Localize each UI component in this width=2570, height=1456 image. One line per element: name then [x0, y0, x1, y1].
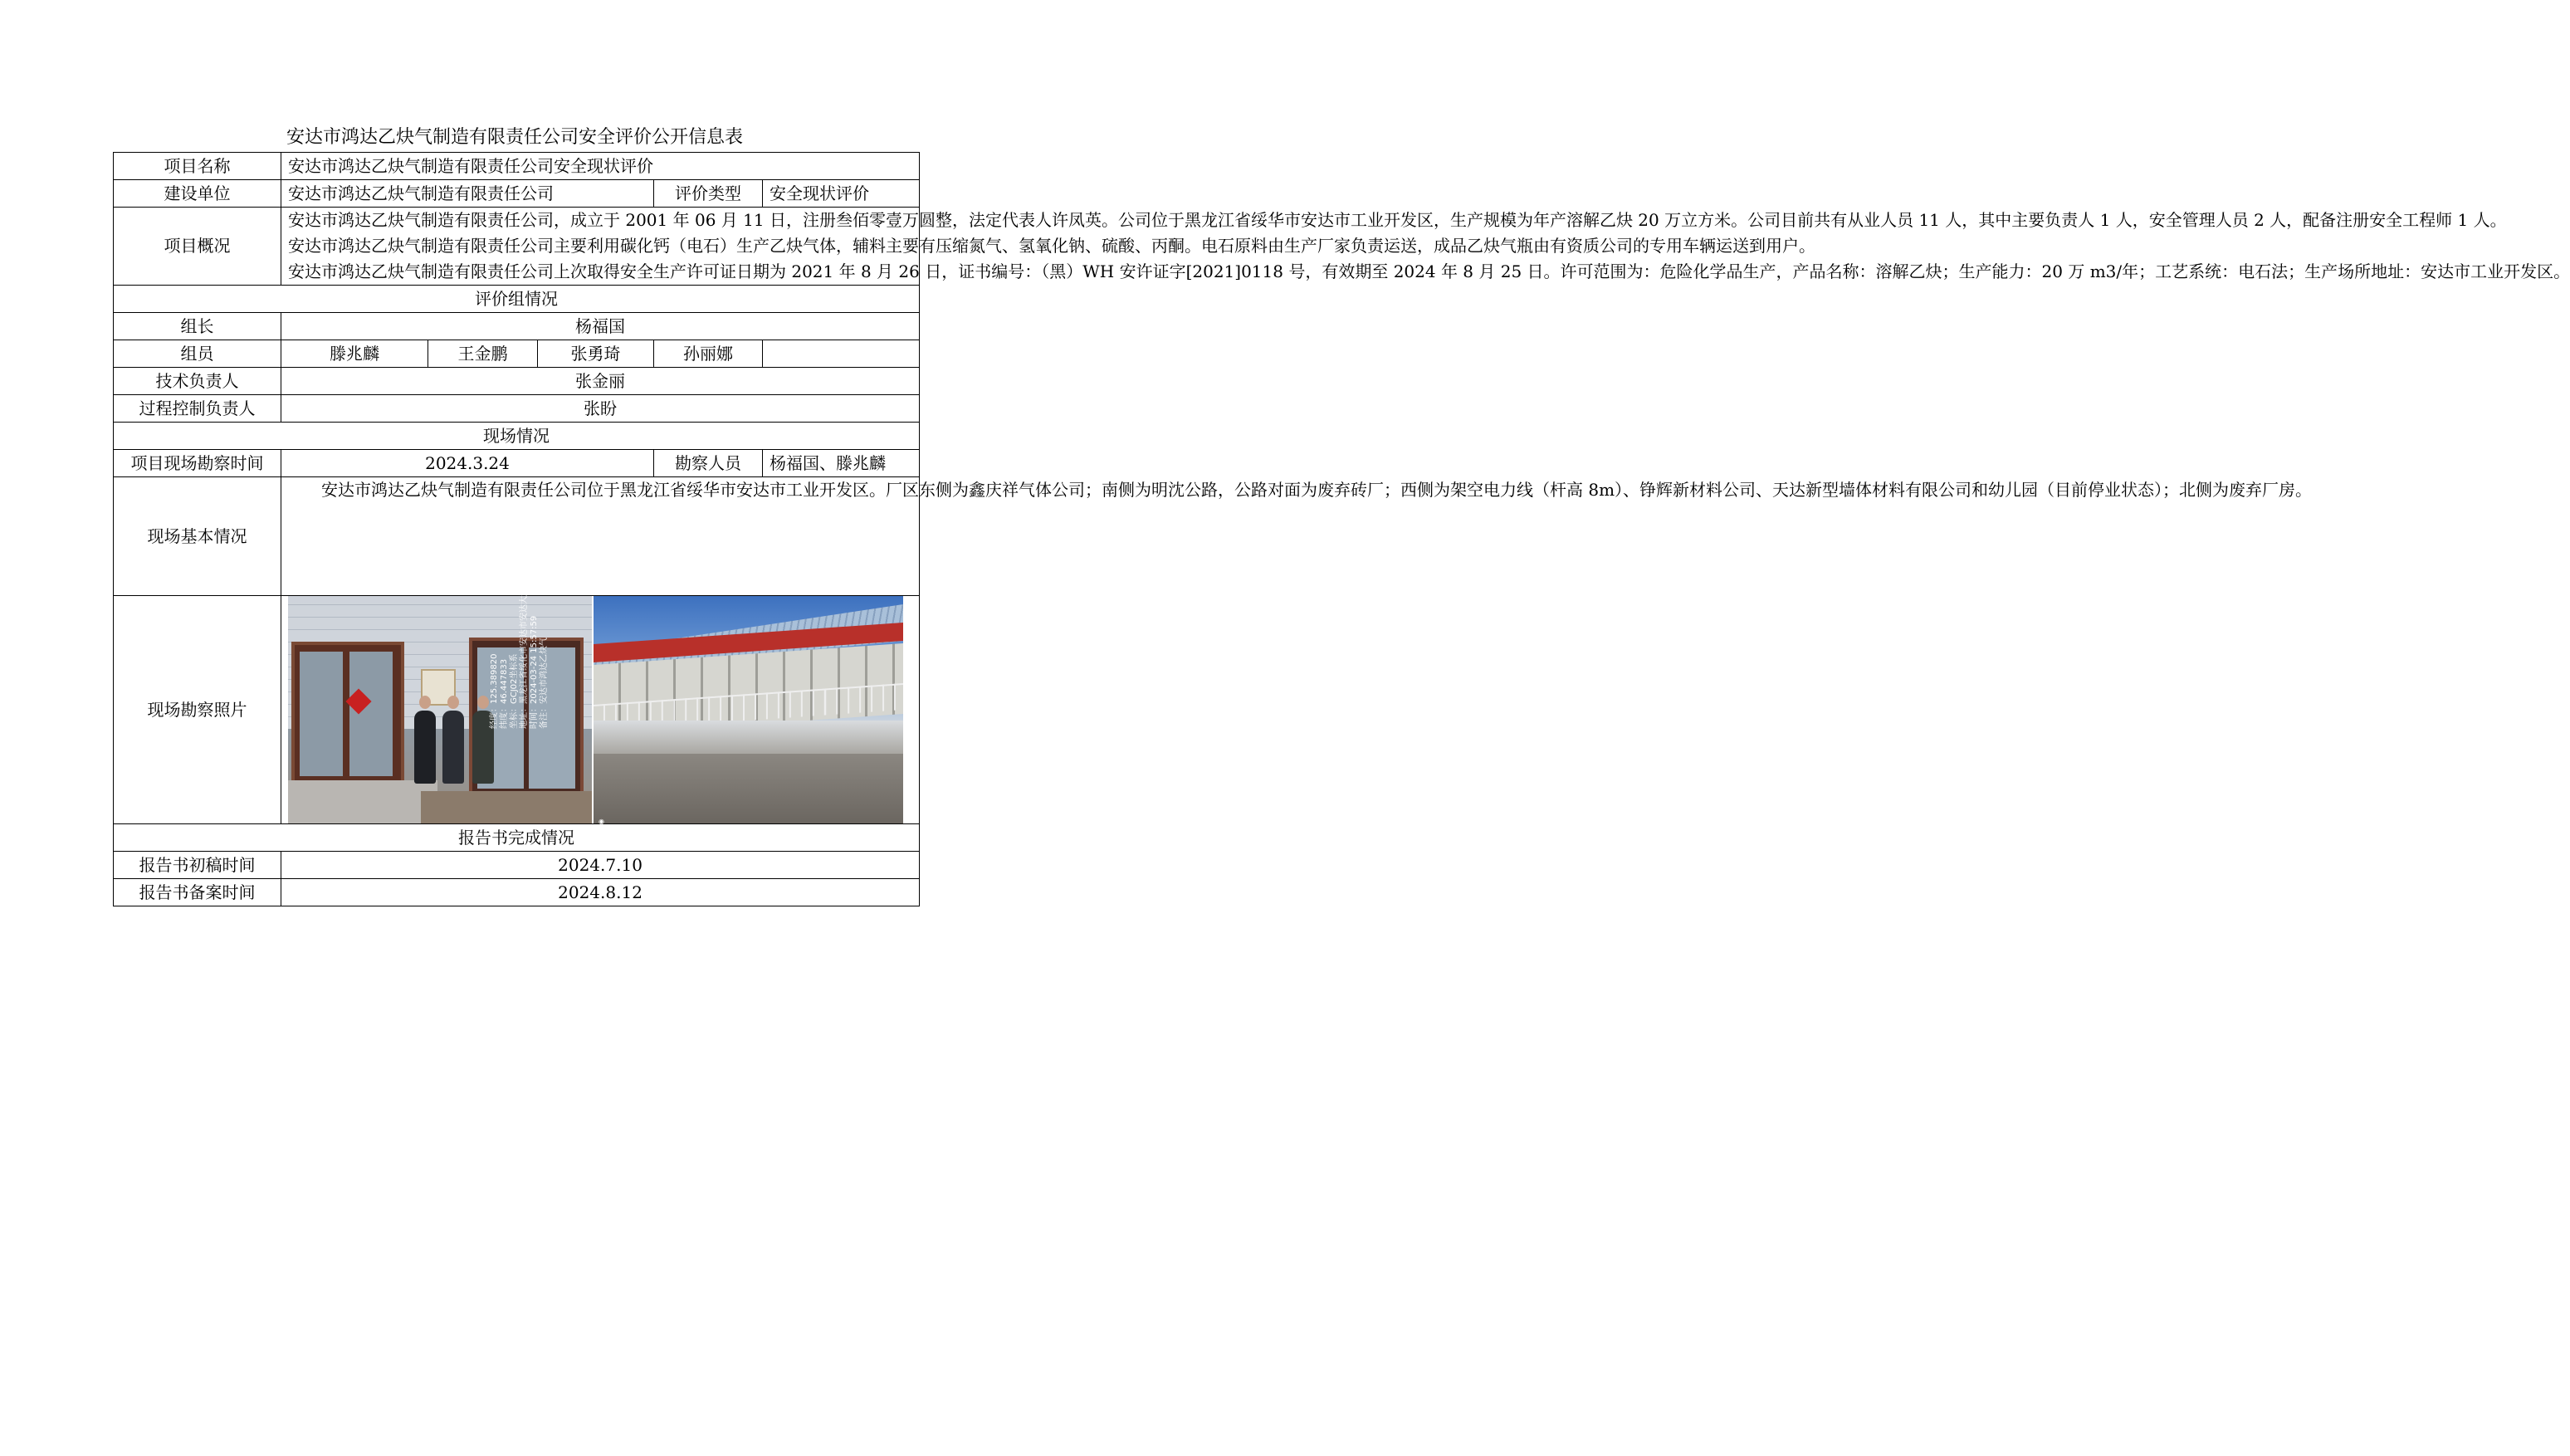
document-title: 安达市鸿达乙炔气制造有限责任公司安全评价公开信息表 — [286, 127, 743, 148]
eval-type-label: 评价类型 — [654, 180, 763, 208]
overview-paragraph-2: 安达市鸿达乙炔气制造有限责任公司主要利用碳化钙（电石）生产乙炔气体，辅料主要有压缩氮气、氢氧化钠、硫酸、丙酮。电石原料由生产厂家负责运送，成品乙炔气瓶由有资质公司的专用车辆运送到用户。 — [288, 236, 1815, 256]
site-staff-label: 勘察人员 — [654, 450, 763, 477]
report-draft-label: 报告书初稿时间 — [114, 852, 281, 879]
leader-value: 杨福国 — [281, 313, 920, 340]
site-time-value: 2024.3.24 — [281, 450, 654, 477]
row-builder — [114, 180, 920, 208]
watermark-line: 地址：黑龙江省绥化市安达市安达大道6号 — [520, 574, 529, 729]
site-basic-cell — [281, 477, 2313, 596]
site-photos — [288, 574, 903, 825]
site-section-title: 现场情况 — [114, 423, 920, 450]
site-photos-cell — [281, 574, 920, 825]
overview-paragraph-3: 安达市鸿达乙炔气制造有限责任公司上次取得安全生产许可证日期为 2021 年 8 月 26 日，证书编号：（黑）WH 安许证字[2021]0118 号，有效期至 2024 年 8 月 25 日。许可范围为：危险化学品生产，产品名称：溶解乙炔；生产能力：20 万 m3/年；工艺系统：电石法；生产场所地址：安达市工业开发区。 — [288, 261, 2570, 281]
row-tech — [114, 368, 920, 395]
row-site-time — [114, 450, 920, 477]
photo-person — [442, 711, 464, 784]
row-site-photos — [114, 596, 920, 824]
watermark-line: 备注：安达市鸿达乙炔气 — [540, 638, 549, 729]
row-team-section — [114, 286, 920, 313]
member-3: 张勇琦 — [538, 340, 654, 368]
row-overview — [114, 208, 920, 286]
site-photo-entrance — [288, 574, 592, 823]
member-5 — [763, 340, 920, 368]
report-draft-value: 2024.7.10 — [281, 852, 920, 879]
eval-type-value: 安全现状评价 — [763, 180, 920, 208]
row-site-section — [114, 423, 920, 450]
info-table — [113, 152, 2570, 906]
photo-person — [414, 711, 436, 784]
overview-label: 项目概况 — [114, 208, 281, 286]
member-4: 孙丽娜 — [654, 340, 763, 368]
members-label: 组员 — [114, 340, 281, 368]
member-1: 滕兆麟 — [281, 340, 428, 368]
tech-value: 张金丽 — [281, 368, 920, 395]
row-members — [114, 340, 920, 368]
site-photos-label: 现场勘察照片 — [114, 596, 281, 824]
tech-label: 技术负责人 — [114, 368, 281, 395]
project-name-label: 项目名称 — [114, 153, 281, 180]
photo-location-stamp-icon: ◉ — [599, 818, 604, 825]
overview-text — [281, 208, 2570, 286]
site-basic-label: 现场基本情况 — [114, 477, 281, 596]
photo-ground — [421, 791, 592, 823]
photo-plant-wall — [594, 721, 903, 754]
report-section-title: 报告书完成情况 — [114, 824, 920, 852]
site-photo-plant — [594, 596, 903, 823]
watermark-line: 坐标：GCJ02坐标系 — [510, 653, 519, 729]
site-basic-text: 安达市鸿达乙炔气制造有限责任公司位于黑龙江省绥华市安达市工业开发区。厂区东侧为鑫庆祥气体公司；南侧为明沈公路，公路对面为废弃砖厂；西侧为架空电力线（杆高 8m）、铮辉新材料公司、天达新型墙体材料有限公司和幼儿园（目前停业状态）；北侧为废弃厂房。 — [321, 480, 2313, 500]
photo-yard — [594, 754, 903, 823]
watermark-line: 纬度：46.447833 — [500, 658, 509, 729]
watermark-line: 经度：125.389820 — [490, 653, 499, 729]
watermark-line: 时间：2024-03-24 15:57:59 — [530, 615, 539, 729]
process-label: 过程控制负责人 — [114, 395, 281, 423]
report-filing-label: 报告书备案时间 — [114, 879, 281, 906]
row-leader — [114, 313, 920, 340]
row-report-draft — [114, 852, 920, 879]
builder-value: 安达市鸿达乙炔气制造有限责任公司 — [281, 180, 654, 208]
photo-watermark — [490, 574, 550, 729]
member-2: 王金鹏 — [428, 340, 538, 368]
row-project-name — [114, 153, 920, 180]
team-section-title: 评价组情况 — [114, 286, 920, 313]
row-process — [114, 395, 920, 423]
report-filing-value: 2024.8.12 — [281, 879, 920, 906]
overview-paragraph-1: 安达市鸿达乙炔气制造有限责任公司，成立于 2001 年 06 月 11 日，注册叁佰零壹万圆整，法定代表人许凤英。公司位于黑龙江省绥华市安达市工业开发区，生产规模为年产溶解乙炔 20 万立方米。公司目前共有从业人员 11 人，其中主要负责人 1 人，安全管理人员 2 人，配备注册安全工程师 1 人。 — [288, 210, 2507, 230]
row-report-section — [114, 824, 920, 852]
process-value: 张盼 — [281, 395, 920, 423]
builder-label: 建设单位 — [114, 180, 281, 208]
photo-left-door — [291, 642, 404, 788]
leader-label: 组长 — [114, 313, 281, 340]
photo-door-glass — [349, 652, 393, 776]
site-time-label: 项目现场勘察时间 — [114, 450, 281, 477]
photo-door-glass — [300, 652, 343, 776]
site-staff-value: 杨福国、滕兆麟 — [763, 450, 920, 477]
project-name-value: 安达市鸿达乙炔气制造有限责任公司安全现状评价 — [281, 153, 920, 180]
row-report-filing — [114, 879, 920, 906]
photo-steps — [288, 780, 437, 823]
